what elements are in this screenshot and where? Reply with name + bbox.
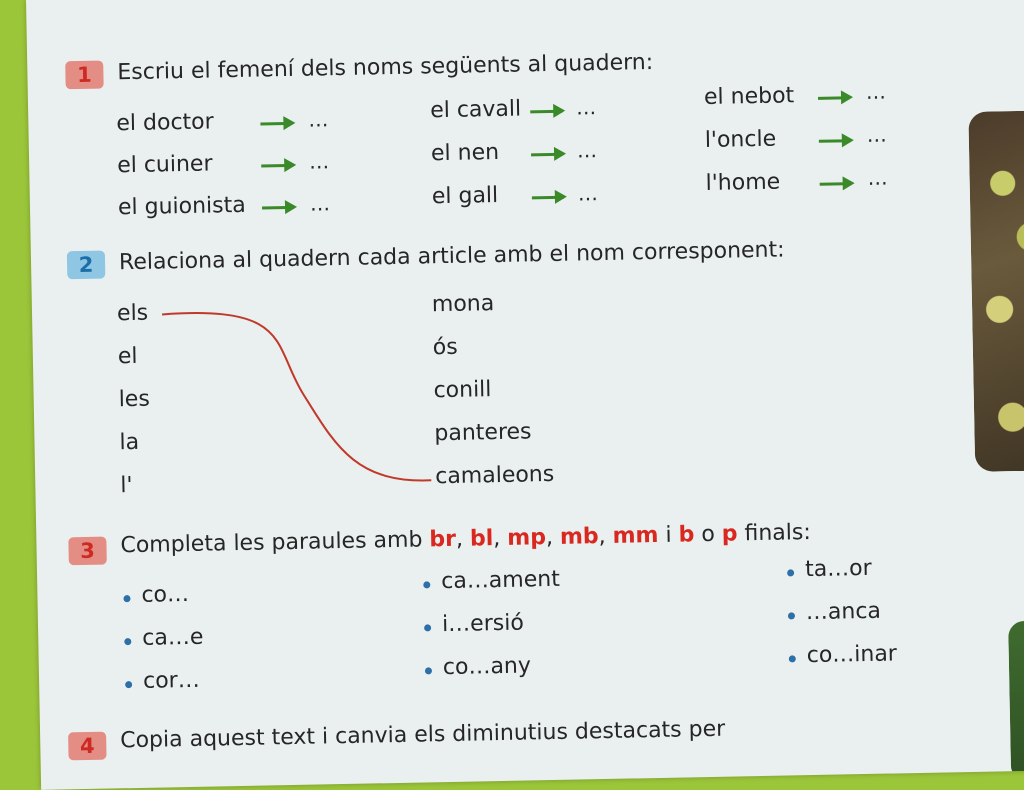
ex1-word: el nebot bbox=[703, 83, 795, 110]
article: l' bbox=[120, 473, 133, 499]
incomplete-word: i…ersió bbox=[441, 610, 525, 638]
incomplete-word: ta…or bbox=[804, 555, 872, 583]
ex1-word: l'oncle bbox=[704, 126, 777, 153]
exercise-3-instruction: Completa les paraules amb br, bl, mp, mb, mm i b o p finals: bbox=[120, 520, 812, 559]
noun: camaleons bbox=[434, 461, 555, 490]
incomplete-word: co… bbox=[141, 581, 190, 608]
blank-dots: … bbox=[308, 107, 330, 132]
incomplete-word: co…inar bbox=[806, 641, 898, 669]
exercise-4-instruction: Copia aquest text i canvia els diminutius destacats per bbox=[119, 716, 726, 754]
blank-dots: … bbox=[575, 95, 598, 120]
article: les bbox=[118, 386, 151, 413]
article: els bbox=[116, 300, 149, 327]
ex1-word: el cavall bbox=[429, 96, 522, 124]
exercise-1-instruction: Escriu el femení dels noms següents al quadern: bbox=[117, 49, 654, 86]
exercise-number-4: 4 bbox=[68, 732, 107, 761]
noun: panteres bbox=[434, 419, 532, 447]
incomplete-word: ca…ament bbox=[441, 566, 561, 595]
noun: conill bbox=[433, 377, 492, 404]
noun: ós bbox=[432, 334, 458, 361]
ex1-word: el cuiner bbox=[116, 151, 213, 179]
exercise-number-2: 2 bbox=[67, 251, 106, 280]
bullet-icon bbox=[123, 595, 130, 602]
ex1-word: el nen bbox=[430, 139, 500, 167]
blank-dots: … bbox=[577, 181, 600, 206]
bullet-icon bbox=[425, 667, 432, 674]
bullet-icon bbox=[787, 569, 794, 576]
exercise-number-3: 3 bbox=[68, 537, 107, 566]
workbook-page bbox=[26, 0, 1024, 790]
ex1-word: el guionista bbox=[117, 192, 246, 221]
article: la bbox=[119, 429, 140, 456]
ex1-word: el doctor bbox=[116, 109, 214, 137]
blank-dots: … bbox=[309, 191, 332, 216]
blank-dots: … bbox=[866, 122, 888, 147]
incomplete-word: cor… bbox=[142, 667, 200, 694]
exercise-2-instruction: Relaciona al quadern cada article amb el nom corresponent: bbox=[118, 237, 785, 276]
blank-dots: … bbox=[308, 149, 331, 174]
incomplete-word: ca…e bbox=[142, 624, 204, 651]
blank-dots: … bbox=[865, 79, 888, 104]
bullet-icon bbox=[424, 624, 431, 631]
ex1-word: el gall bbox=[431, 182, 499, 210]
bullet-icon bbox=[788, 612, 795, 619]
ex1-word: l'home bbox=[705, 169, 781, 196]
incomplete-word: co…any bbox=[442, 653, 532, 681]
article: el bbox=[117, 343, 138, 370]
exercise-number-1: 1 bbox=[65, 61, 104, 90]
incomplete-word: …anca bbox=[805, 598, 882, 626]
noun: mona bbox=[431, 291, 495, 318]
blank-dots: … bbox=[576, 138, 599, 163]
blank-dots: … bbox=[867, 165, 889, 190]
